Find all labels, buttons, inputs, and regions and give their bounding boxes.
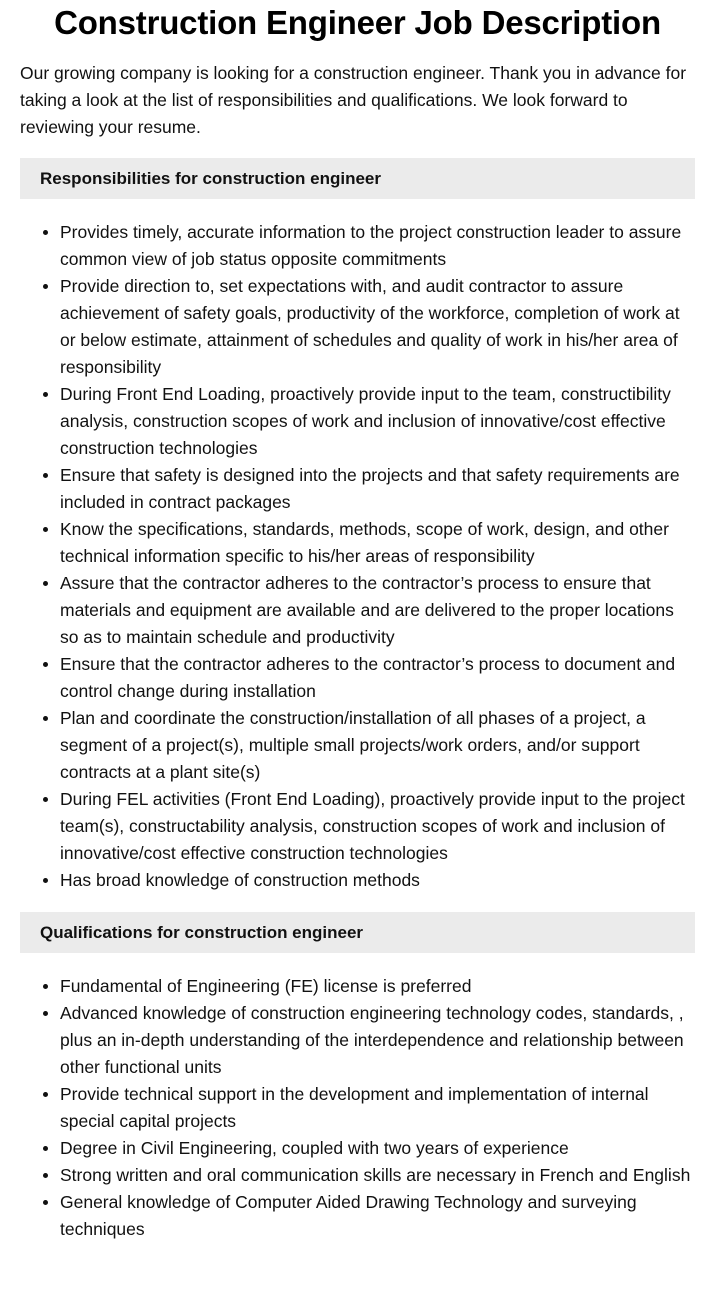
bullet-icon [43, 1146, 48, 1151]
list-item [60, 867, 695, 894]
list-item [60, 381, 695, 462]
bullet-icon [43, 984, 48, 989]
bullet-icon [43, 1200, 48, 1205]
list-item-text: Provides timely, accurate information to the project construction leader to assure common view of job status opposite commitments [60, 222, 682, 269]
list-item [60, 570, 695, 651]
list-item-text: Provide technical support in the development and implementation of internal special capital projects [60, 1084, 649, 1131]
list-item-text: Has broad knowledge of construction methods [60, 870, 420, 890]
bullet-icon [43, 797, 48, 802]
bullet-icon [43, 392, 48, 397]
bullet-icon [43, 878, 48, 883]
list-item-text: Plan and coordinate the construction/installation of all phases of a project, a segment of a project(s), multiple small projects/work orders, and/or support contracts at a plant site(s) [60, 708, 646, 782]
bullet-icon [43, 662, 48, 667]
list-item [60, 1162, 695, 1189]
bullet-icon [43, 473, 48, 478]
responsibilities-heading: Responsibilities for construction engineer [20, 158, 695, 199]
bullet-icon [43, 581, 48, 586]
list-item [60, 219, 695, 273]
bullet-icon [43, 284, 48, 289]
list-item-text: Assure that the contractor adheres to the contractor’s process to ensure that materials and equipment are available and are delivered to the proper locations so as to maintain schedule and productivity [60, 573, 674, 647]
list-item-text: During FEL activities (Front End Loading), proactively provide input to the project team(s), constructability analysis, construction scopes of work and inclusion of innovative/cost effective construction technologies [60, 789, 685, 863]
bullet-icon [43, 230, 48, 235]
intro-paragraph: Our growing company is looking for a construction engineer. Thank you in advance for taking a look at the list of responsibilities and qualifications. We look forward to reviewing your resume. [20, 63, 687, 137]
bullet-icon [43, 716, 48, 721]
bullet-icon [43, 1011, 48, 1016]
list-item-text: Ensure that safety is designed into the projects and that safety requirements are included in contract packages [60, 465, 680, 512]
list-item-text: General knowledge of Computer Aided Drawing Technology and surveying techniques [60, 1192, 637, 1239]
list-item [60, 516, 695, 570]
list-item-text: Strong written and oral communication skills are necessary in French and English [60, 1165, 691, 1185]
list-item-text: Ensure that the contractor adheres to the contractor’s process to document and control change during installation [60, 654, 676, 701]
bullet-icon [43, 1092, 48, 1097]
list-item-text: Know the specifications, standards, methods, scope of work, design, and other technical information specific to his/her areas of responsibility [60, 519, 669, 566]
list-item [60, 1000, 695, 1081]
list-item [60, 273, 695, 381]
list-item-text: Advanced knowledge of construction engineering technology codes, standards, , plus an in-depth understanding of the interdependence and relationship between other functional units [60, 1003, 684, 1077]
qualifications-list [20, 973, 695, 1243]
bullet-icon [43, 527, 48, 532]
list-item [60, 705, 695, 786]
responsibilities-list [20, 219, 695, 894]
bullet-icon [43, 1173, 48, 1178]
list-item [60, 786, 695, 867]
list-item [60, 1135, 695, 1162]
page-title: Construction Engineer Job Description [54, 4, 661, 41]
qualifications-heading: Qualifications for construction engineer [20, 912, 695, 953]
list-item-text: Fundamental of Engineering (FE) license is preferred [60, 976, 472, 996]
list-item [60, 1081, 695, 1135]
list-item-text: Degree in Civil Engineering, coupled with two years of experience [60, 1138, 569, 1158]
list-item-text: Provide direction to, set expectations with, and audit contractor to assure achievement of safety goals, productivity of the workforce, completion of work at or below estimate, attainment of schedules and quality of work in his/her area of responsibility [60, 276, 680, 377]
list-item [60, 973, 695, 1000]
list-item [60, 651, 695, 705]
list-item [60, 1189, 695, 1243]
list-item [60, 462, 695, 516]
list-item-text: During Front End Loading, proactively provide input to the team, constructibility analysis, construction scopes of work and inclusion of innovative/cost effective construction technologies [60, 384, 671, 458]
